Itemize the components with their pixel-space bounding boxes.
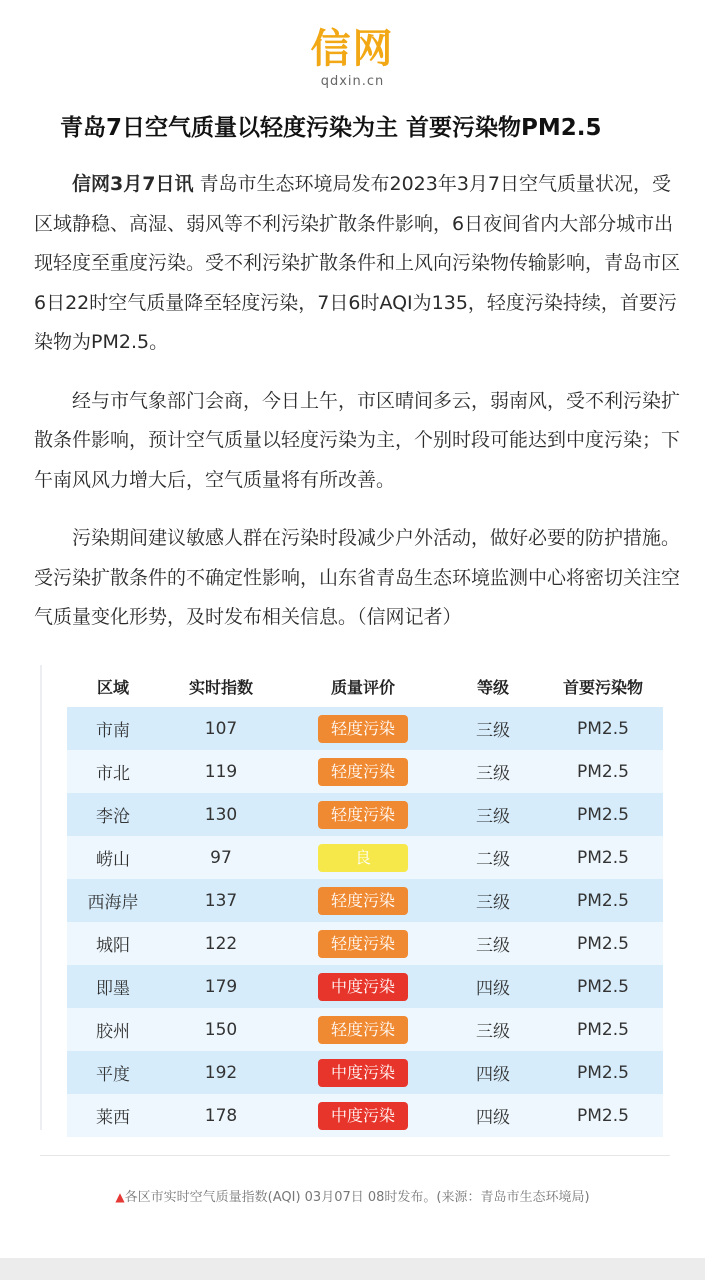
level-cell: 三级	[443, 793, 543, 836]
area-cell: 胶州	[67, 1008, 159, 1051]
quality-cell	[283, 1051, 443, 1094]
column-header-quality: 质量评价	[330, 677, 395, 697]
paragraph-1	[34, 165, 684, 363]
quality-cell	[283, 836, 443, 879]
bottom-bar	[0, 1258, 705, 1280]
table-row	[67, 1051, 663, 1094]
area-cell: 即墨	[67, 965, 159, 1008]
area-cell: 莱西	[67, 1094, 159, 1137]
pollutant-cell: PM2.5	[543, 965, 663, 1008]
quality-badge: 轻度污染	[318, 758, 408, 786]
index-cell: 192	[159, 1051, 283, 1094]
pollutant-cell: PM2.5	[543, 707, 663, 750]
quality-cell	[283, 879, 443, 922]
article-title: 青岛7日空气质量以轻度污染为主 首要污染物PM2.5	[60, 115, 602, 141]
level-cell: 三级	[443, 922, 543, 965]
logo-text: 信网	[310, 26, 395, 72]
dateline: 信网3月7日讯	[72, 173, 194, 195]
aqi-table-panel	[40, 665, 670, 1130]
aqi-table	[67, 665, 663, 1137]
table-row	[67, 750, 663, 793]
index-cell: 107	[159, 707, 283, 750]
area-cell: 西海岸	[67, 879, 159, 922]
quality-badge: 轻度污染	[318, 801, 408, 829]
quality-badge: 中度污染	[318, 973, 408, 1001]
index-cell: 178	[159, 1094, 283, 1137]
quality-badge: 轻度污染	[318, 930, 408, 958]
divider	[40, 1155, 670, 1156]
area-cell: 李沧	[67, 793, 159, 836]
table-row	[67, 965, 663, 1008]
quality-cell	[283, 707, 443, 750]
pollutant-cell: PM2.5	[543, 793, 663, 836]
quality-badge: 轻度污染	[318, 715, 408, 743]
quality-cell	[283, 1008, 443, 1051]
level-cell: 三级	[443, 879, 543, 922]
paragraph-2: 经与市气象部门会商，今日上午，市区晴间多云，弱南风，受不利污染扩散条件影响，预计空气质量以轻度污染为主，个别时段可能达到中度污染；下午南风风力增大后，空气质量将有所改善。	[34, 389, 681, 491]
quality-badge: 轻度污染	[318, 887, 408, 915]
quality-cell	[283, 965, 443, 1008]
quality-cell	[283, 1094, 443, 1137]
pollutant-cell: PM2.5	[543, 750, 663, 793]
column-header-area: 区域	[96, 677, 129, 697]
pollutant-cell: PM2.5	[543, 1094, 663, 1137]
triangle-up-icon: ▲	[115, 1190, 125, 1204]
table-row	[67, 1008, 663, 1051]
table-row	[67, 879, 663, 922]
index-cell: 122	[159, 922, 283, 965]
index-cell: 119	[159, 750, 283, 793]
quality-cell	[283, 750, 443, 793]
area-cell: 城阳	[67, 922, 159, 965]
pollutant-cell: PM2.5	[543, 1008, 663, 1051]
quality-badge: 良	[318, 844, 408, 872]
area-cell: 市南	[67, 707, 159, 750]
caption-text: 各区市实时空气质量指数(AQI) 03月07日 08时发布。(来源：青岛市生态环境局)	[124, 1190, 590, 1205]
area-cell: 平度	[67, 1051, 159, 1094]
table-row	[67, 707, 663, 750]
quality-cell	[283, 922, 443, 965]
table-row	[67, 1094, 663, 1137]
quality-badge: 中度污染	[318, 1059, 408, 1087]
table-caption	[0, 1186, 705, 1205]
area-cell: 崂山	[67, 836, 159, 879]
quality-badge: 轻度污染	[318, 1016, 408, 1044]
column-header-level: 等级	[476, 677, 509, 697]
table-header-row	[67, 665, 663, 707]
index-cell: 130	[159, 793, 283, 836]
level-cell: 三级	[443, 707, 543, 750]
level-cell: 四级	[443, 1051, 543, 1094]
paragraph-3: 污染期间建议敏感人群在污染时段减少户外活动，做好必要的防护措施。受污染扩散条件的不确定性影响，山东省青岛生态环境监测中心将密切关注空气质量变化形势，及时发布相关信息。（信网记者）	[34, 527, 681, 628]
pollutant-cell: PM2.5	[543, 1051, 663, 1094]
quality-cell	[283, 793, 443, 836]
index-cell: 150	[159, 1008, 283, 1051]
panel-edge	[40, 665, 42, 1130]
table-row	[67, 922, 663, 965]
index-cell: 97	[159, 836, 283, 879]
table-row	[67, 793, 663, 836]
level-cell: 三级	[443, 1008, 543, 1051]
logo-domain: qdxin.cn	[320, 74, 385, 89]
column-header-pollutant: 首要污染物	[562, 677, 643, 697]
area-cell: 市北	[67, 750, 159, 793]
index-cell: 137	[159, 879, 283, 922]
table-row	[67, 836, 663, 879]
pollutant-cell: PM2.5	[543, 879, 663, 922]
index-cell: 179	[159, 965, 283, 1008]
pollutant-cell: PM2.5	[543, 836, 663, 879]
column-header-index: 实时指数	[188, 677, 253, 697]
paragraph-1-text: 青岛市生态环境局发布2023年3月7日空气质量状况，受区域静稳、高湿、弱风等不利污染扩散条件影响，6日夜间省内大部分城市出现轻度至重度污染。受不利污染扩散条件和上风向污染物传输影响，青岛市区6日22时空气质量降至轻度污染，7日6时AQI为135，轻度污染持续，首要污染物为PM2.5。	[34, 173, 681, 353]
pollutant-cell: PM2.5	[543, 922, 663, 965]
level-cell: 四级	[443, 1094, 543, 1137]
quality-badge: 中度污染	[318, 1102, 408, 1130]
level-cell: 三级	[443, 750, 543, 793]
site-logo[interactable]	[0, 26, 705, 90]
level-cell: 四级	[443, 965, 543, 1008]
level-cell: 二级	[443, 836, 543, 879]
article-body	[34, 165, 684, 657]
